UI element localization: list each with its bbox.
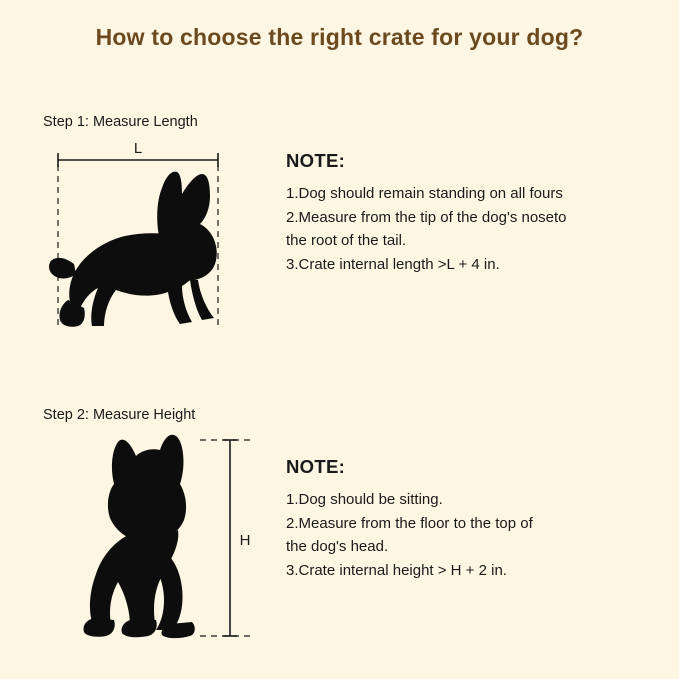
- dog-sitting-diagram: [60, 428, 265, 643]
- height-measure-letter: H: [239, 532, 251, 549]
- note-2-line-2: 2.Measure from the floor to the top of: [286, 514, 533, 532]
- length-measure-letter: L: [133, 140, 143, 157]
- note-2-line-1: 1.Dog should be sitting.: [286, 491, 443, 508]
- note-2-title: NOTE:: [286, 456, 346, 477]
- note-2-line-3: the dog's head.: [286, 538, 389, 556]
- note-1-line-2: 2.Measure from the tip of the dog's noseto: [286, 208, 567, 226]
- note-1-line-4: 3.Crate internal length >L + 4 in.: [286, 256, 500, 274]
- step-2-note: [286, 456, 658, 583]
- step-2-label: Step 2: Measure Height: [43, 407, 196, 423]
- note-1-line-1: 1.Dog should remain standing on all fours: [286, 185, 563, 202]
- step-2-illustration: [60, 428, 265, 643]
- dog-standing-diagram: [40, 140, 270, 340]
- note-2-line-4: 3.Crate internal height > H + 2 in.: [286, 562, 507, 580]
- note-1-title: NOTE:: [286, 150, 346, 171]
- dog-standing-silhouette: [49, 172, 217, 327]
- note-1-line-3: the root of the tail.: [286, 232, 407, 250]
- page-title: How to choose the right crate for your dog?: [95, 24, 584, 50]
- dog-sitting-silhouette: [83, 435, 194, 638]
- step-1-illustration: [40, 140, 270, 340]
- step-1-label: Step 1: Measure Length: [43, 114, 198, 130]
- step-1-note: [286, 150, 658, 277]
